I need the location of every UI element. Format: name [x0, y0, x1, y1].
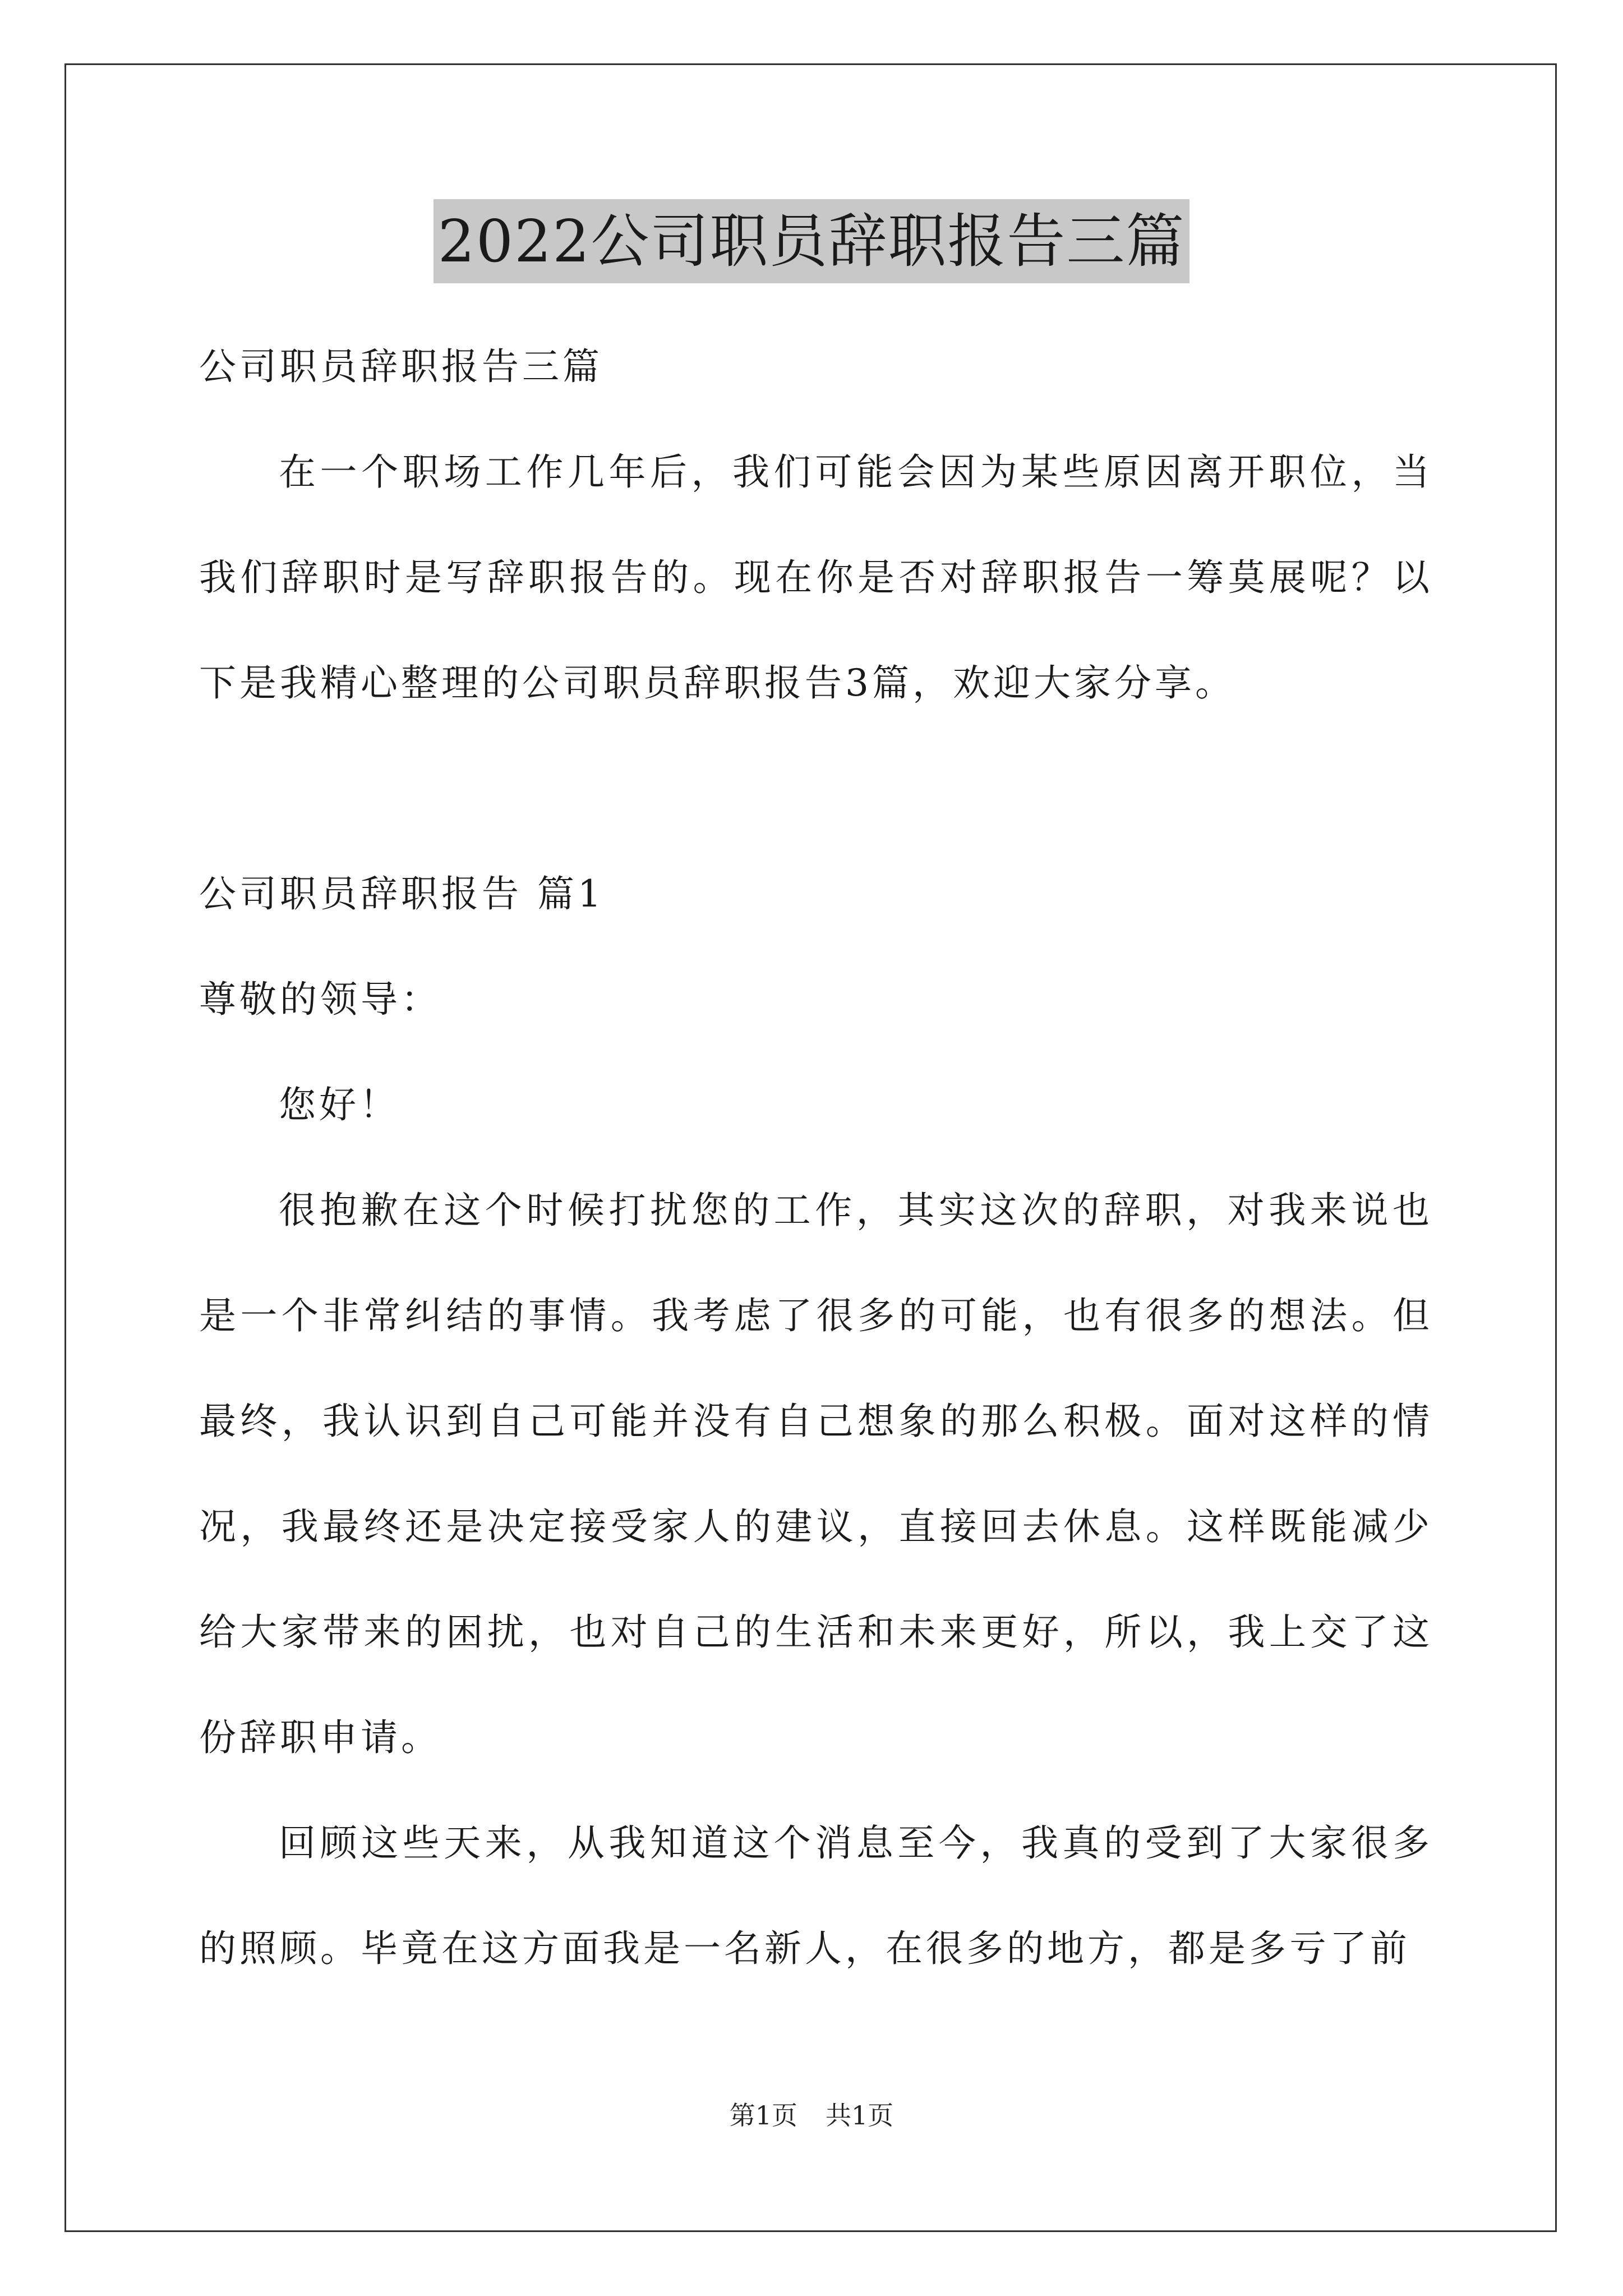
body-paragraph: 很抱歉在这个时候打扰您的工作，其实这次的辞职，对我来说也是一个非常纠结的事情。我考虑了很多的可能，也有很多的想法。但最终，我认识到自己可能并没有自己想象的那么积极。面对这样的情况，我最终还是决定接受家人的建议，直接回去休息。这样既能减少给大家带来的困扰，也对自己的生活和未来更好，所以，我上交了这份辞职申请。	[199, 1189, 1433, 1759]
page-footer	[0, 2095, 1623, 2132]
body-paragraph: 回顾这些天来，从我知道这个消息至今，我真的受到了大家很多的照顾。毕竟在这方面我是一名新人，在很多的地方，都是多亏了前	[199, 1821, 1433, 1970]
document-body	[199, 314, 1433, 2001]
page-number: 第1页	[729, 2100, 797, 2131]
greeting: 您好！	[279, 1083, 400, 1126]
salutation: 尊敬的领导：	[199, 978, 441, 1021]
subtitle-paragraph: 公司职员辞职报告三篇	[199, 345, 603, 388]
document-title: 2022公司职员辞职报告三篇	[434, 199, 1190, 283]
title-container	[0, 199, 1623, 283]
intro-paragraph: 在一个职场工作几年后，我们可能会因为某些原因离开职位，当我们辞职时是写辞职报告的。现在你是否对辞职报告一筹莫展呢？以下是我精心整理的公司职员辞职报告3篇，欢迎大家分享。	[199, 450, 1433, 705]
section-heading: 公司职员辞职报告 篇1	[199, 872, 605, 915]
page-total: 共1页	[826, 2100, 894, 2131]
blank-line	[199, 736, 1433, 841]
